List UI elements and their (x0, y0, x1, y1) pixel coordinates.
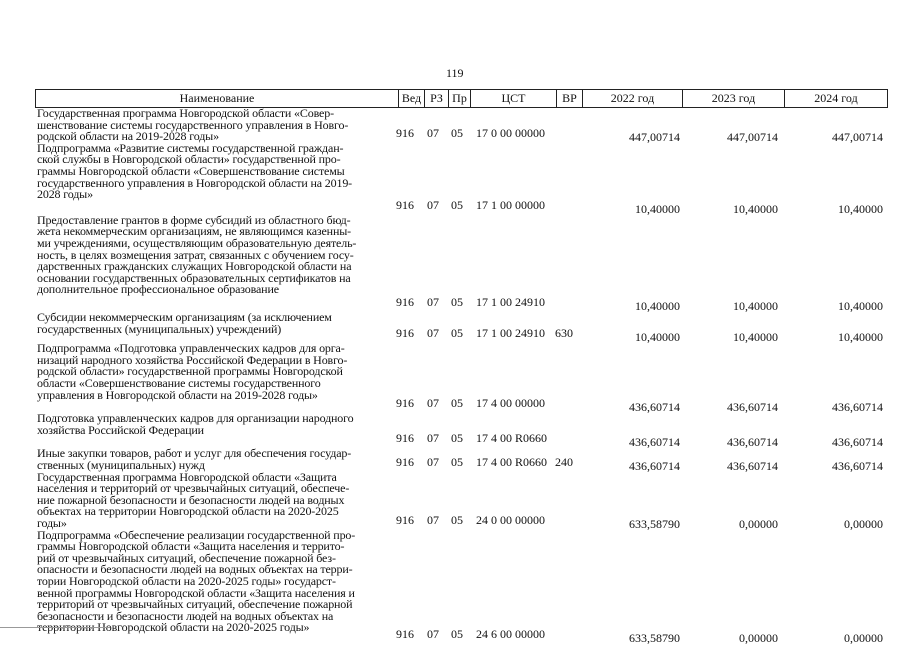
cell-rz: 07 (427, 396, 439, 411)
cell-rz: 07 (427, 431, 439, 446)
cell-pr: 05 (451, 431, 463, 446)
cell-pr: 05 (451, 626, 463, 641)
cell-2024: 10,40000 (838, 330, 883, 345)
header-rz: РЗ (424, 90, 448, 107)
cell-cst: 17 0 00 00000 (476, 125, 545, 140)
row-name (37, 212, 391, 297)
row-name-line: 2028 годы» (37, 187, 93, 202)
row-name-line: безопасности и безопасности людей на водных объектах на (37, 608, 334, 623)
cell-2023: 447,00714 (727, 129, 778, 144)
row-name-line: шенствование системы государственного управления в Новго- (37, 117, 349, 132)
header-pr: Пр (448, 90, 470, 107)
cell-2022: 447,00714 (629, 129, 680, 144)
row-name-line: тории Новгородской области на 2020-2025 годы» государст- (37, 573, 336, 588)
cell-cst: 17 1 00 24910 (476, 326, 545, 341)
cell-2024: 436,60714 (832, 400, 883, 415)
table-row (35, 309, 888, 345)
table-row (35, 469, 888, 531)
cell-rz: 07 (427, 125, 439, 140)
budget-table (35, 89, 888, 644)
cell-2022: 633,58790 (629, 630, 680, 645)
row-name (37, 527, 391, 635)
cell-2024: 436,60714 (832, 435, 883, 450)
footer-rule (0, 627, 110, 628)
cell-2022: 10,40000 (635, 330, 680, 345)
row-name (37, 469, 391, 530)
row-name-line: ственных (муниципальных) нужд (37, 457, 205, 472)
row-name-line: низаций народного хозяйства Российской Федерации в Новго- (37, 352, 348, 367)
row-name-line: Подготовка управленческих кадров для организации народного (37, 411, 354, 426)
row-name-line: ние пожарной безопасности и безопасности людей на водных (37, 492, 345, 507)
cell-cst: 17 4 00 R0660 (476, 431, 548, 446)
cell-ved: 916 (396, 396, 414, 411)
table-row (35, 527, 888, 645)
row-name-line: Субсидии некоммерческим организациям (за исключением (37, 309, 332, 324)
row-name-line: области «Совершенствование системы государственного (37, 375, 321, 390)
row-name (37, 413, 391, 436)
cell-2024: 10,40000 (838, 298, 883, 313)
row-name-line: Подпрограмма «Обеспечение реализации государственной про- (37, 527, 356, 542)
cell-cst: 17 1 00 24910 (476, 294, 545, 309)
header-ved: Вед (398, 90, 424, 107)
header-2023: 2023 год (682, 90, 784, 107)
table-body (35, 108, 888, 644)
cell-rz: 07 (427, 626, 439, 641)
table-row (35, 343, 888, 413)
cell-2024: 436,60714 (832, 458, 883, 473)
cell-2023: 436,60714 (727, 435, 778, 450)
cell-rz: 07 (427, 197, 439, 212)
row-name-line: дополнительное профессиональное образование (37, 282, 279, 297)
cell-rz: 07 (427, 454, 439, 469)
row-name-line: жета некоммерческим организациям, не являющимся казенны- (37, 224, 351, 239)
cell-2023: 10,40000 (733, 298, 778, 313)
row-name-line: ность, в целях возмещения затрат, связанных с обучением госу- (37, 247, 354, 262)
cell-cst: 24 0 00 00000 (476, 512, 545, 527)
row-name-line: родской области» государственной программы Новгородской (37, 364, 343, 379)
cell-2023: 10,40000 (733, 201, 778, 216)
row-name-line: управления в Новгородской области на 2019-2028 годы» (37, 387, 318, 402)
row-name-line: Предоставление грантов в форме субсидий из областного бюд- (37, 212, 351, 227)
row-name-line: венной программы Новгородской области «Защита населения и (37, 585, 355, 600)
row-name-line: Подпрограмма «Подготовка управленческих кадров для орга- (37, 341, 345, 356)
cell-vr: 240 (555, 454, 573, 469)
cell-2024: 0,00000 (844, 630, 883, 645)
cell-pr: 05 (451, 454, 463, 469)
row-name-line: Иные закупки товаров, работ и услуг для обеспечения государ- (37, 446, 352, 461)
row-name-line: территорий от чрезвычайных ситуаций, обеспечение пожарной (37, 597, 353, 612)
cell-2023: 10,40000 (733, 330, 778, 345)
cell-cst: 17 4 00 R0660 (476, 454, 548, 469)
row-name-line: родской области на 2019-2028 годы» (37, 129, 219, 144)
cell-2022: 10,40000 (635, 298, 680, 313)
cell-2023: 0,00000 (739, 630, 778, 645)
row-name-line: основании государственных образовательных сертификатов на (37, 270, 351, 285)
header-2024: 2024 год (784, 90, 887, 107)
row-name-line: граммы Новгородской области «Защита населения и террито- (37, 539, 345, 554)
cell-rz: 07 (427, 294, 439, 309)
page-number: 119 (446, 66, 464, 80)
row-name-line: государственных (муниципальных) учреждений) (37, 321, 282, 336)
cell-2023: 0,00000 (739, 516, 778, 531)
cell-pr: 05 (451, 294, 463, 309)
cell-ved: 916 (396, 197, 414, 212)
row-name (37, 343, 391, 401)
header-2022: 2022 год (582, 90, 682, 107)
cell-ved: 916 (396, 626, 414, 641)
row-name-line: ми учреждениями, осуществляющим образовательную деятель- (37, 235, 357, 250)
cell-cst: 17 1 00 00000 (476, 197, 545, 212)
row-name (37, 108, 391, 143)
table-row (35, 413, 888, 448)
cell-ved: 916 (396, 512, 414, 527)
row-name (37, 448, 391, 471)
cell-ved: 916 (396, 326, 414, 341)
cell-cst: 24 6 00 00000 (476, 626, 545, 641)
cell-vr: 630 (555, 326, 573, 341)
table-row (35, 212, 888, 313)
cell-2022: 10,40000 (635, 201, 680, 216)
cell-2023: 436,60714 (727, 400, 778, 415)
cell-rz: 07 (427, 512, 439, 527)
cell-ved: 916 (396, 125, 414, 140)
row-name-line: населения и территорий от чрезвычайных ситуаций, обеспече- (37, 481, 350, 496)
cell-2024: 447,00714 (832, 129, 883, 144)
table-row (35, 108, 888, 143)
cell-2022: 436,60714 (629, 458, 680, 473)
cell-2022: 436,60714 (629, 435, 680, 450)
cell-pr: 05 (451, 326, 463, 341)
cell-2022: 436,60714 (629, 400, 680, 415)
header-cst: ЦСТ (470, 90, 556, 107)
cell-ved: 916 (396, 454, 414, 469)
row-name (37, 309, 391, 336)
cell-2022: 633,58790 (629, 516, 680, 531)
header-name: Наименование (179, 91, 255, 105)
cell-ved: 916 (396, 294, 414, 309)
cell-2023: 436,60714 (727, 458, 778, 473)
table-row (35, 140, 888, 216)
cell-rz: 07 (427, 326, 439, 341)
row-name-line: объектах на территории Новгородской области на 2020-2025 (37, 504, 339, 519)
cell-pr: 05 (451, 197, 463, 212)
row-name-line: дарственных гражданских служащих Новгородской области на (37, 259, 352, 274)
row-name-line: годы» (37, 515, 67, 530)
row-name-line: хозяйства Российской Федерации (37, 422, 204, 437)
cell-2024: 0,00000 (844, 516, 883, 531)
row-name-line: опасности и безопасности людей на водных объектах на терри- (37, 562, 353, 577)
table-row (35, 448, 888, 471)
cell-pr: 05 (451, 396, 463, 411)
cell-2024: 10,40000 (838, 201, 883, 216)
row-name-line: территории Новгородской области на 2020-2025 годы» (37, 620, 310, 635)
cell-pr: 05 (451, 125, 463, 140)
cell-pr: 05 (451, 512, 463, 527)
row-name-line: Подпрограмма «Развитие системы государственной граждан- (37, 140, 344, 155)
row-name-line: граммы Новгородской области «Совершенствование системы (37, 163, 345, 178)
row-name-line: рий от чрезвычайных ситуаций, обеспечение пожарной без- (37, 550, 336, 565)
cell-cst: 17 4 00 00000 (476, 396, 545, 411)
header-vr: ВР (556, 90, 582, 107)
row-name-line: ской службы в Новгородской области» государственной про- (37, 152, 341, 167)
cell-ved: 916 (396, 431, 414, 446)
row-name-line: Государственная программа Новгородской области «Защита (37, 469, 337, 484)
row-name-line: государственного управления в Новгородской области на 2019- (37, 175, 353, 190)
row-name (37, 140, 391, 202)
row-name-line: Государственная программа Новгородской области «Совер- (37, 106, 334, 120)
